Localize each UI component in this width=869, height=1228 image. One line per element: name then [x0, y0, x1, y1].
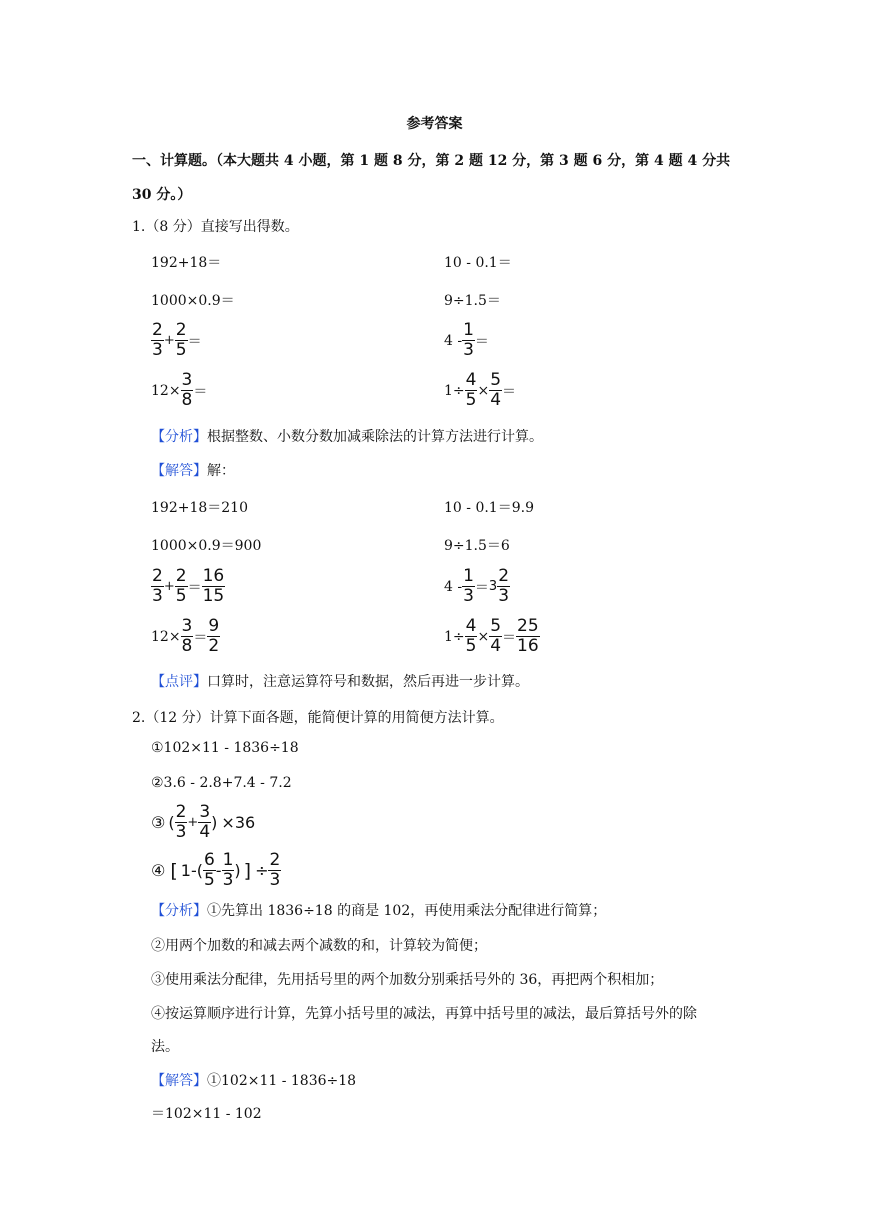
fraction: $\frac{9}{2}$: [208, 616, 220, 656]
fraction: $\frac{4}{5}$: [465, 370, 477, 410]
analysis-tag: 【分析】: [151, 429, 207, 445]
q1-item-g: 12× $\frac{3}{8}$ ＝: [151, 370, 208, 410]
q2-analysis-3: ③使用乘法分配律，先用括号里的两个加数分别乘括号外的 36，再把两个积相加；: [151, 972, 664, 988]
q1-item-d: 9÷1.5＝: [444, 293, 501, 309]
fraction: $\frac{2}{3}$: [498, 566, 510, 606]
fraction: $\frac{16}{15}$: [202, 566, 225, 606]
q2-prompt: 2.（12 分）计算下面各题，能简便计算的用简便方法计算。: [132, 710, 504, 726]
q1-answer-g: 12× $\frac{3}{8}$ ＝ $\frac{9}{2}$: [151, 616, 220, 656]
q1-answer-b: 10 - 0.1＝9.9: [444, 500, 534, 516]
fraction: $\frac{5}{4}$: [490, 370, 502, 410]
solution-tag: 【解答】: [151, 463, 207, 479]
fraction: $\frac{1}{3}$: [463, 566, 474, 606]
fraction: $\frac{2}{3}$: [269, 850, 281, 890]
q2-solution-2: ＝102×11 - 102: [151, 1106, 262, 1122]
fraction: $\frac{1}{3}$: [222, 850, 234, 890]
fraction: $\frac{5}{4}$: [490, 616, 502, 656]
fraction: $\frac{3}{8}$: [181, 370, 193, 410]
section1-heading-line2: 30 分。）: [132, 187, 192, 203]
fraction: $\frac{2}{3}$: [152, 320, 163, 360]
q2-solution-1: 【解答】①102×11 - 1836÷18: [151, 1073, 357, 1089]
q2-analysis-4a: ④按运算顺序进行计算，先算小括号里的减法，再算中括号里的减法，最后算括号外的除: [151, 1006, 697, 1022]
analysis-tag: 【分析】: [151, 903, 207, 919]
q1-prompt: 1.（8 分）直接写出得数。: [132, 219, 299, 235]
comment-tag: 【点评】: [151, 674, 207, 690]
q1-answer-c: 1000×0.9＝900: [151, 538, 262, 554]
section1-heading-line1: 一、计算题。（本大题共 4 小题，第 1 题 8 分，第 2 题 12 分，第 3 题 6 分，第 4 题 4 分共: [132, 153, 731, 169]
page-title: 参考答案: [406, 116, 463, 132]
q1-solution: 【解答】解：: [151, 463, 235, 479]
q1-answer-a: 192+18＝210: [151, 500, 248, 516]
solution-tag: 【解答】: [151, 1073, 207, 1089]
fraction: $\frac{4}{5}$: [465, 616, 477, 656]
q2-item-4: ④ [ 1- ( $\frac{6}{5}$ - $\frac{1}{3}$ ) ] ÷ $\frac{2}{3}$: [151, 850, 281, 890]
q1-item-a: 192+18＝: [151, 255, 222, 271]
q2-analysis-4b: 法。: [151, 1039, 179, 1055]
q1-answer-f: 4 - $\frac{1}{3}$ ＝ 3 $\frac{2}{3}$: [444, 566, 510, 606]
q1-comment: 【点评】口算时，注意运算符号和数据，然后再进一步计算。: [151, 674, 529, 690]
q1-analysis: 【分析】根据整数、小数分数加减乘除法的计算方法进行计算。: [151, 429, 543, 445]
fraction: $\frac{2}{3}$: [175, 802, 187, 842]
q2-item-1: ①102×11 - 1836÷18: [151, 740, 299, 756]
q1-answer-e: $\frac{2}{3}$ + $\frac{2}{5}$ ＝ $\frac{16}{15}$: [152, 566, 225, 606]
fraction: $\frac{2}{5}$: [175, 320, 187, 360]
fraction: $\frac{3}{8}$: [181, 616, 193, 656]
fraction: $\frac{1}{3}$: [463, 320, 474, 360]
q2-analysis-2: ②用两个加数的和减去两个减数的和，计算较为简便；: [151, 938, 487, 954]
q2-analysis-1: 【分析】①先算出 1836÷18 的商是 102，再使用乘法分配律进行简算；: [151, 903, 607, 919]
fraction: $\frac{3}{4}$: [199, 802, 211, 842]
q1-item-c: 1000×0.9＝: [151, 293, 235, 309]
q2-item-2: ②3.6 - 2.8+7.4 - 7.2: [151, 775, 292, 791]
q1-item-h: 1÷ $\frac{4}{5}$ × $\frac{5}{4}$ ＝: [444, 370, 517, 410]
fraction: $\frac{25}{16}$: [517, 616, 539, 656]
q1-answer-d: 9÷1.5＝6: [444, 538, 510, 554]
fraction: $\frac{2}{3}$: [152, 566, 163, 606]
q1-item-e: $\frac{2}{3}$ + $\frac{2}{5}$ ＝: [152, 320, 202, 360]
q1-item-f: 4 - $\frac{1}{3}$ ＝: [444, 320, 489, 360]
fraction: $\frac{6}{5}$: [203, 850, 215, 890]
q1-answer-h: 1÷ $\frac{4}{5}$ × $\frac{5}{4}$ ＝ $\frac{25}{16}$: [444, 616, 539, 656]
q1-item-b: 10 - 0.1＝: [444, 255, 512, 271]
fraction: $\frac{2}{5}$: [175, 566, 187, 606]
q2-item-3: ③ ( $\frac{2}{3}$ + $\frac{3}{4}$ ) ×36: [151, 802, 256, 842]
